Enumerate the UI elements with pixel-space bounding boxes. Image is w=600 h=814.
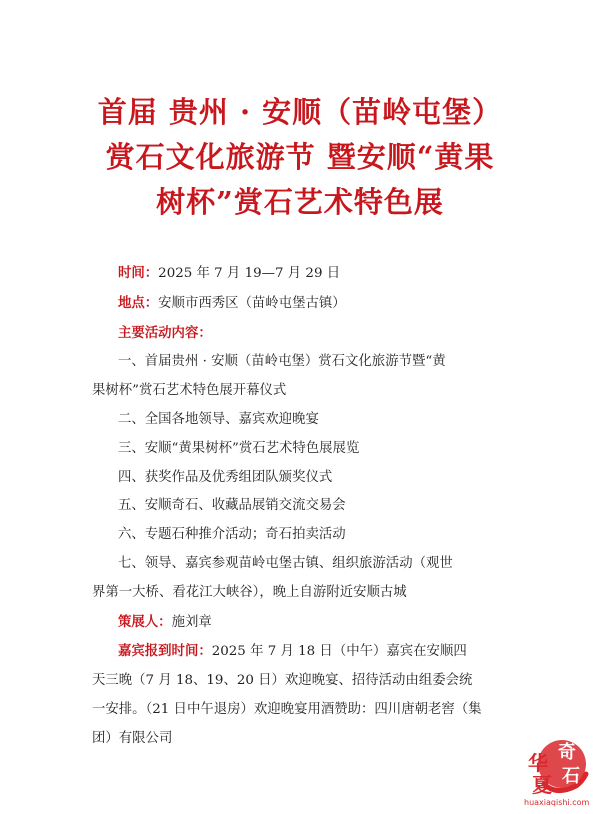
activities-heading (118, 319, 558, 349)
activities-label: 主要活动内容： (118, 324, 212, 341)
title-line-2: 赏石文化旅游节 暨安顺“黄果 (105, 140, 495, 174)
place-label: 地点： (118, 294, 159, 311)
place-row (118, 289, 558, 319)
time-row (118, 259, 558, 289)
event-info (92, 259, 558, 754)
activity-line: 三、安顺“黄果树杯”赏石艺术特色展展览 (118, 440, 360, 456)
activity-line: 界第一大桥、看花江大峡谷），晚上自游附近安顺古城 (92, 584, 407, 600)
guest-line: 团）有限公司 (92, 730, 173, 746)
guest-line: 2025 年 7 月 18 日（中午）嘉宾在安顺四 (211, 644, 467, 660)
activity-line: 二、全国各地领导、嘉宾欢迎晚宴 (118, 411, 319, 427)
time-label: 时间： (118, 265, 159, 281)
huaxia-qishi-logo (516, 734, 594, 808)
time-value: 2025 年 7 月 19—7 月 29 日 (158, 266, 341, 281)
logo-char-2: 奇 (558, 742, 576, 763)
activity-line: 五、安顺奇石、收藏品展销交流交易会 (118, 498, 346, 514)
page-title (0, 90, 600, 225)
logo-char-3: 夏 (532, 773, 552, 797)
title-line-3: 树杯”赏石艺术特色展 (156, 185, 444, 219)
logo-char-4: 石 (562, 766, 580, 787)
guest-line: 天三晚（7 月 18、19、20 日）欢迎晚宴、招待活动由组委会统 (92, 673, 473, 689)
curator-value: 施刘章 (171, 614, 212, 630)
title-line-1: 首届 贵州 · 安顺（苗岭屯堡） (97, 95, 503, 129)
curator-row (118, 608, 558, 638)
activity-line: 七、领导、嘉宾参观苗岭屯堡古镇、组织旅游活动（观世 (118, 555, 453, 571)
guest-row (118, 637, 558, 667)
logo-url: huaxiaqishi.com (524, 798, 590, 807)
place-value: 安顺市西秀区（苗岭屯堡古镇） (158, 295, 346, 311)
guest-label: 嘉宾报到时间： (118, 643, 212, 660)
activity-line: 一、首届贵州 · 安顺（苗岭屯堡）赏石文化旅游节暨“黄 (118, 354, 446, 370)
logo-char-1: 华 (528, 751, 548, 775)
activity-line: 六、专题石种推介活动；奇石拍卖活动 (118, 527, 346, 543)
guest-line: 一安排。（21 日中午退房）欢迎晚宴用酒赞助：四川唐朝老窖（集 (92, 701, 482, 717)
activity-line: 果树杯”赏石艺术特色展开幕仪式 (92, 383, 287, 399)
curator-label: 策展人： (118, 613, 172, 630)
activity-line: 四、获奖作品及优秀组团队颁奖仪式 (118, 469, 333, 485)
